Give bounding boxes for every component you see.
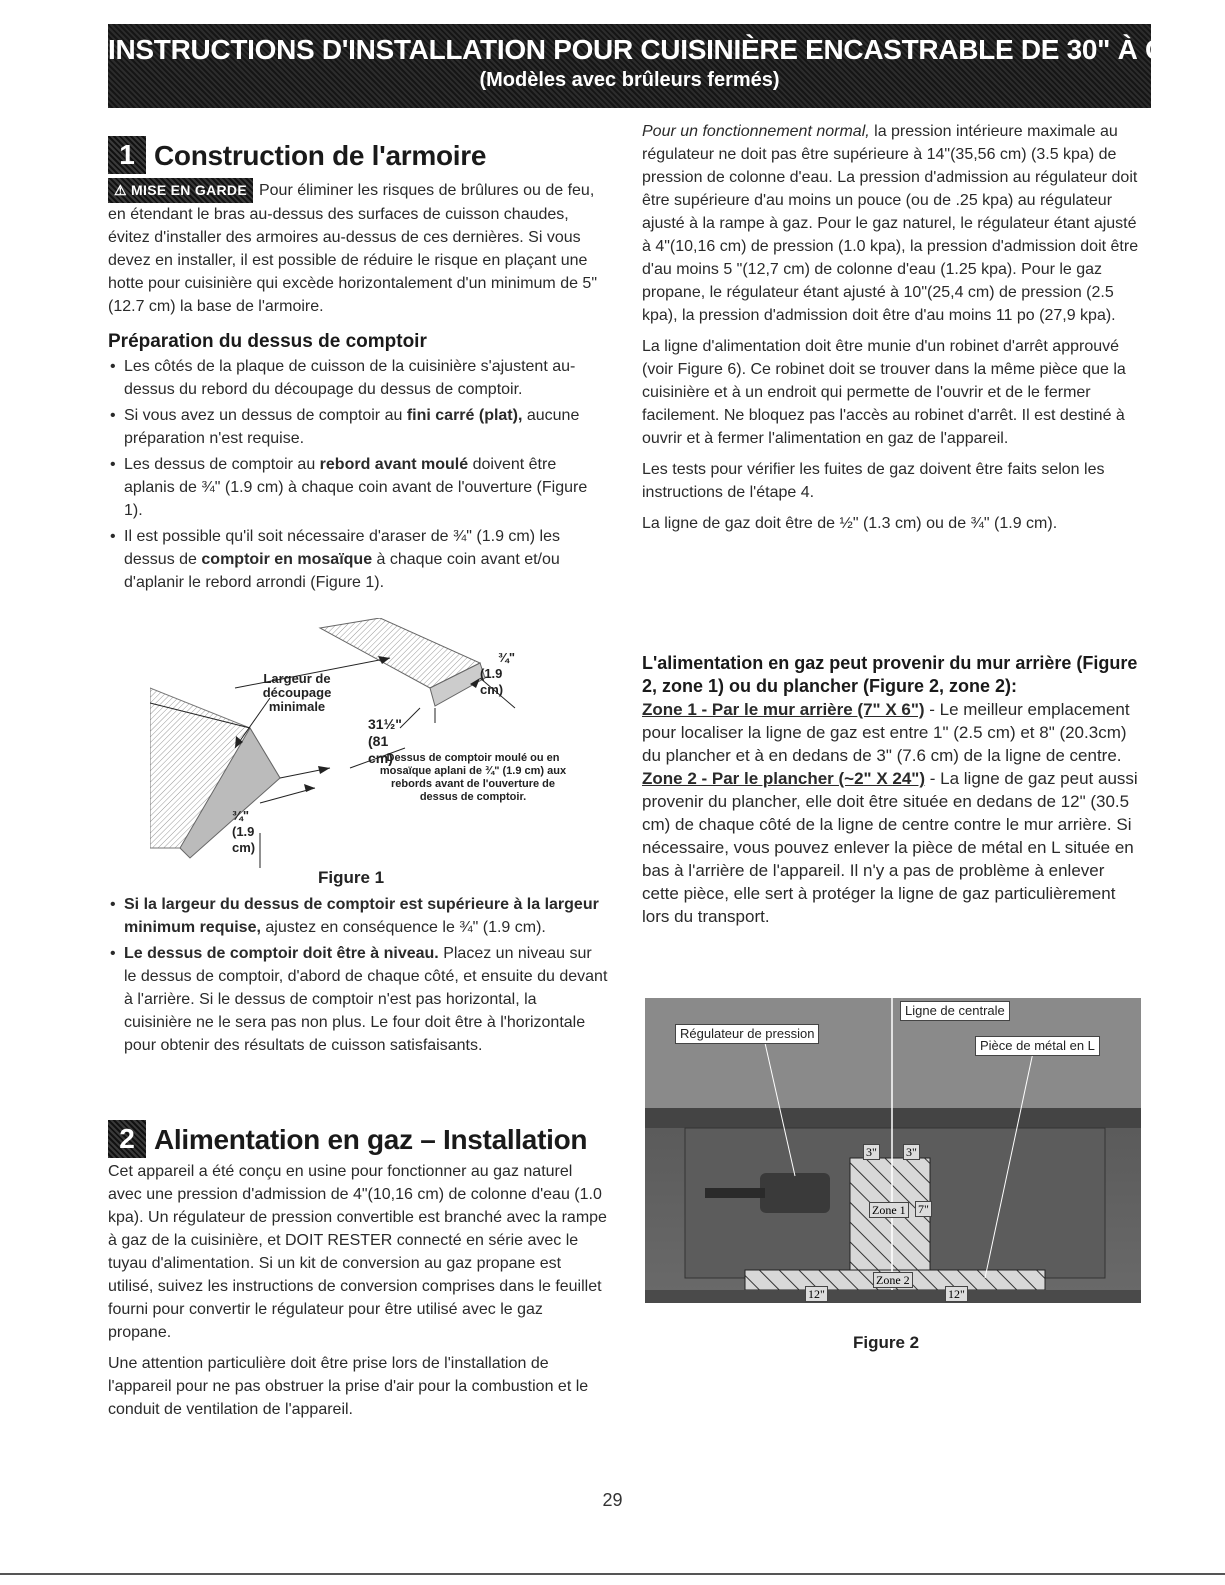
warning-text: Pour éliminer les risques de brûlures ou de feu, en étendant le bras au-dessus des surfaces de cuisson chaudes, évitez d'installer des armoires au-dessus de ces dernières. Si vous devez en installer, il est possible de réduire le risque en plaçant une hotte pour cuisinière qui excède horizontalement d'un minimum de 5" (12.7 cm) la base de l'armoire.	[108, 182, 598, 315]
fig1-note-line: dessus de comptoir.	[419, 791, 527, 803]
bullet-text: Les côtés de la plaque de cuisson de la cuisinière s'ajustent au-dessus du rebord du découpage du dessus de comptoir.	[124, 358, 576, 398]
bullet-bold: rebord avant moulé	[319, 456, 469, 473]
fig1-dim-line: (1.9 cm)	[232, 824, 256, 855]
cabinet-floor	[645, 1108, 1141, 1128]
supply-heading: L'alimentation en gaz peut provenir du mur arrière (Figure 2, zone 1) ou du plancher (Figure 2, zone 2):	[642, 653, 1138, 696]
header-banner	[108, 24, 1204, 108]
fig1-label-line: minimale	[268, 699, 326, 714]
figure2-caption: Figure 2	[853, 1333, 920, 1352]
section1-number: 1	[108, 136, 146, 174]
section1-header	[108, 136, 608, 174]
fig1-note-line: Dessus de comptoir moulé ou en	[386, 752, 560, 764]
bullet-bold: comptoir en mosaïque	[201, 551, 373, 568]
bullet-text: Il est possible qu'il soit nécessaire d'araser de ¾" (1.9 cm) les dessus de	[124, 528, 560, 568]
gas-pipe	[705, 1188, 765, 1198]
warning-badge: ⚠ MISE EN GARDE	[108, 178, 253, 203]
fig1-dim-left	[232, 808, 255, 856]
level-bullet	[124, 942, 608, 1057]
dim-3-left: 3"	[863, 1144, 880, 1160]
zone1-label-photo: Zone 1	[869, 1202, 909, 1218]
bullet-text: à chaque coin avant et/ou d'aplanir le rebord arrondi (Figure 1).	[124, 551, 560, 591]
prep-list	[108, 355, 608, 594]
fig1-note-line: rebords avant de l'ouverture de	[391, 778, 555, 790]
label-regulateur: Régulateur de pression	[675, 1024, 819, 1044]
fig1-dim-line: ¾"	[232, 808, 250, 823]
label-metal: Pièce de métal en L	[975, 1036, 1100, 1056]
label-centrale: Ligne de centrale	[900, 1001, 1010, 1021]
width-bullet	[124, 893, 608, 939]
italic-text: Pour un fonctionnement normal,	[642, 123, 870, 140]
leak-test-paragraph: Les tests pour vérifier les fuites de gaz doivent être faits selon les instructions de l'étape 4.	[642, 461, 1105, 501]
fig1-label-largeur	[258, 672, 336, 714]
fig1-note-line: mosaïque aplani de ¾" (1.9 cm) aux	[379, 765, 567, 777]
bullet-text: Si vous avez un dessus de comptoir au	[124, 407, 407, 424]
fig1-dim-line: ¾"	[498, 650, 516, 665]
leader-line	[400, 708, 420, 728]
warning-paragraph	[108, 178, 608, 318]
bullet-text: Placez un niveau sur le dessus de comptoir, d'abord de chaque côté, et ensuite du devant à l'arrière. Si le dessus de comptoir n'est pas horizontal, la cuisinière ne le sera pas non plus. Le four doit être à l'horizontale pour obtenir des résultats de cuisson satisfaisants.	[124, 945, 608, 1054]
bullet-text: aucune préparation n'est requise.	[124, 407, 580, 447]
zone2-text: - La ligne de gaz peut aussi provenir du plancher, elle doit être située en dedans de 12" (30.5 cm) de chaque côté de la ligne de centre contre le mur arrière. Si nécessaire, vous pouvez enlever la pièce de métal en L située en bas à l'arrière de l'appareil. Il n'y a pas de problème à enlever cette pièce, elle sert à protéger la ligne de gaz particulièrement lors du transport.	[642, 769, 1138, 926]
floor-strip	[645, 1290, 1141, 1303]
zone1-label: Zone 1 - Par le mur arrière (7" X 6")	[642, 700, 925, 719]
fig1-label-line: découpage	[262, 685, 332, 700]
section2-para1: Cet appareil a été conçu en usine pour fonctionner au gaz naturel avec une pression d'admission de 4"(10,16 cm) de colonne d'eau (1.0 kpa). Un régulateur de pression convertible est branché avec la rampe à gaz de la cuisinière, et DOIT RESTER connecté en série avec le tuyau d'alimentation. Si un kit de conversion au gaz propane est utilisé, suivez les instructions de conversion comprises dans le feuillet fourni pour convertir le régulateur pour être utilisé avec le gaz propane.	[108, 1163, 607, 1341]
zone2-label-photo: Zone 2	[873, 1272, 913, 1288]
section2-number: 2	[108, 1120, 146, 1158]
dim-7: 7"	[915, 1201, 932, 1217]
fig1-dim-line: (81 cm)	[368, 733, 393, 766]
prep-bullet-1	[124, 355, 608, 401]
fig1-note	[362, 752, 584, 804]
section2-header	[108, 1120, 608, 1158]
dim-12-right: 12"	[945, 1286, 968, 1302]
zone2-label: Zone 2 - Par le plancher (~2" X 24")	[642, 769, 926, 788]
bullet-bold: fini carré (plat),	[406, 407, 523, 424]
prep-bullet-4	[124, 525, 608, 594]
fig1-label-line: Largeur de	[263, 671, 331, 686]
bullet-bold: Si la largeur du dessus de comptoir est supérieure à la largeur minimum requise,	[124, 896, 599, 936]
fig1-dim-line: (1.9 cm)	[480, 666, 504, 697]
paragraph-text: la pression intérieure maximale au régulateur ne doit pas être supérieure à 14"(35,56 cm) (3.5 kpa) de pression de colonne d'eau. La pression d'admission au régulateur doit être supérieure d'au moins un pouce (ou de .25 kpa) au régulateur ajusté à la rampe à gaz. Pour le gaz naturel, le régulateur étant ajusté à 4"(10,16 cm) de pression (1.0 kpa), la pression d'admission doit être d'au moins 5 "(12,7 cm) de colonne d'eau (1.25 kpa). Pour le gaz propane, le régulateur étant ajusté à 10"(25,4 cm) de pression (2.5 kpa), la pression d'admission doit être d'au moins 11 po (27,9 kpa).	[642, 123, 1139, 324]
bullet-text: doivent être aplanis de ¾" (1.9 cm) à chaque coin avant de l'ouverture (Figure 1).	[124, 456, 588, 519]
figure1-caption: Figure 1	[318, 868, 385, 887]
right-column-top	[642, 120, 1142, 543]
section1-title: Construction de l'armoire	[154, 139, 487, 171]
bottom-rule	[0, 1573, 1225, 1575]
warning-label: MISE EN GARDE	[131, 182, 247, 198]
banner-subtitle: (Modèles avec brûleurs fermés)	[479, 69, 780, 91]
zone1-paragraph	[642, 698, 1142, 767]
bullet-bold: Le dessus de comptoir doit être à niveau.	[124, 945, 439, 962]
pressure-paragraph	[642, 120, 1142, 327]
level-list	[108, 893, 608, 1057]
dim-3-right: 3"	[903, 1144, 920, 1160]
prep-heading: Préparation du dessus de comptoir	[108, 331, 427, 352]
bullet-text: ajustez en conséquence le ¾" (1.9 cm).	[260, 919, 546, 936]
regulator-body	[760, 1173, 830, 1213]
zone2-paragraph	[642, 767, 1142, 928]
arrow-head	[318, 766, 330, 774]
bullet-text: Les dessus de comptoir au	[124, 456, 320, 473]
fig1-dim-top	[480, 650, 515, 698]
section2-title: Alimentation en gaz – Installation	[154, 1123, 588, 1155]
page-number: 29	[602, 1490, 623, 1510]
dim-12-left: 12"	[805, 1286, 828, 1302]
section2	[108, 1120, 608, 1429]
prep-bullet-2	[124, 404, 608, 450]
section1-continued	[108, 893, 608, 1060]
right-column-supply	[642, 652, 1142, 928]
zone1-text: - Le meilleur emplacement pour localiser la ligne de gaz est entre 1" (2.5 cm) et 8" (20.3cm) du plancher et à en dedans de 3" (7.6 cm) de la ligne de centre.	[642, 700, 1130, 765]
shutoff-paragraph: La ligne d'alimentation doit être munie d'un robinet d'arrêt approuvé (voir Figure 6). Ce robinet doit se trouver dans la même pièce que la cuisinière et à un endroit qui permette de l'ouvrir et de le fermer facilement. Ne bloquez pas l'accès au robinet d'arrêt. Il est destiné à ouvrir et à fermer l'alimentation en gaz de l'appareil.	[642, 338, 1126, 447]
banner-title: INSTRUCTIONS D'INSTALLATION POUR CUISINIÈRE ENCASTRABLE DE 30" À GAZ	[108, 34, 1204, 65]
prep-bullet-3	[124, 453, 608, 522]
section1	[108, 136, 608, 597]
gas-line-size-paragraph: La ligne de gaz doit être de ½" (1.3 cm) ou de ¾" (1.9 cm).	[642, 515, 1058, 532]
figure2-photo	[645, 998, 1141, 1303]
fig1-dim-line: 31½"	[368, 716, 402, 732]
section2-para2: Une attention particulière doit être prise lors de l'installation de l'appareil pour ne pas obstruer la prise d'air pour la combustion et le conduit de ventilation de l'appareil.	[108, 1355, 589, 1418]
